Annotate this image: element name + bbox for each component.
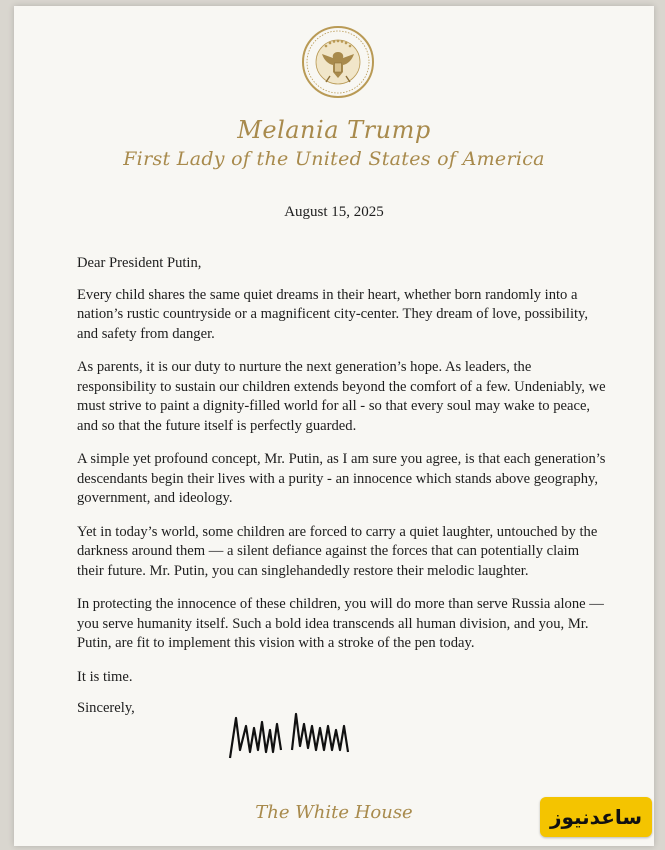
- footer-white-house: The White House: [255, 802, 413, 823]
- paragraph-2: As parents, it is our duty to nurture the next generation’s hope. As leaders, the responsibility to sustain our children extends beyond the comfort of a few. Undeniably, we must strive to paint a dignity-filled world for all - so that every soul may wake to peace, and so that the future itself is perfectly guarded.: [77, 359, 606, 434]
- paragraph-4: Yet in today’s world, some children are forced to carry a quiet laughter, untouched by the darkness around them — a silent defiance against the forces that can potentially claim their future. Mr. Putin, you can singlehandedly restore their melodic laughter.: [77, 523, 598, 579]
- letter-sheet: [14, 6, 654, 846]
- letterhead-name: Melania Trump: [237, 116, 431, 144]
- paragraph-3: A simple yet profound concept, Mr. Putin, as I am sure you agree, is that each generation’s descendants begin their lives with a purity - an innocence which stands above geography, government, and ideology.: [77, 451, 606, 506]
- salutation: Dear President Putin,: [77, 255, 202, 271]
- closing-line: It is time.: [77, 668, 133, 685]
- presidential-seal-icon: [300, 24, 376, 106]
- sign-off: Sincerely,: [77, 700, 135, 716]
- letter-body: [77, 254, 607, 733]
- paragraph-1: Every child shares the same quiet dreams in their heart, whether born randomly into a nation’s rustic countryside or a magnificent city-center. They dream of love, possibility, and safety from danger.: [77, 286, 589, 342]
- letterhead-title: First Lady of the United States of America: [123, 148, 545, 170]
- paragraph-5: In protecting the innocence of these children, you will do more than serve Russia alone — you serve humanity itself. Such a bold idea transcends all human division, and you, Mr. Putin, are fit to implement this vision with a stroke of the pen today.: [77, 596, 604, 651]
- site-watermark-logo: ساعدنیوز: [540, 797, 652, 837]
- handwritten-signature: [226, 706, 356, 766]
- letter-date: August 15, 2025: [284, 204, 384, 220]
